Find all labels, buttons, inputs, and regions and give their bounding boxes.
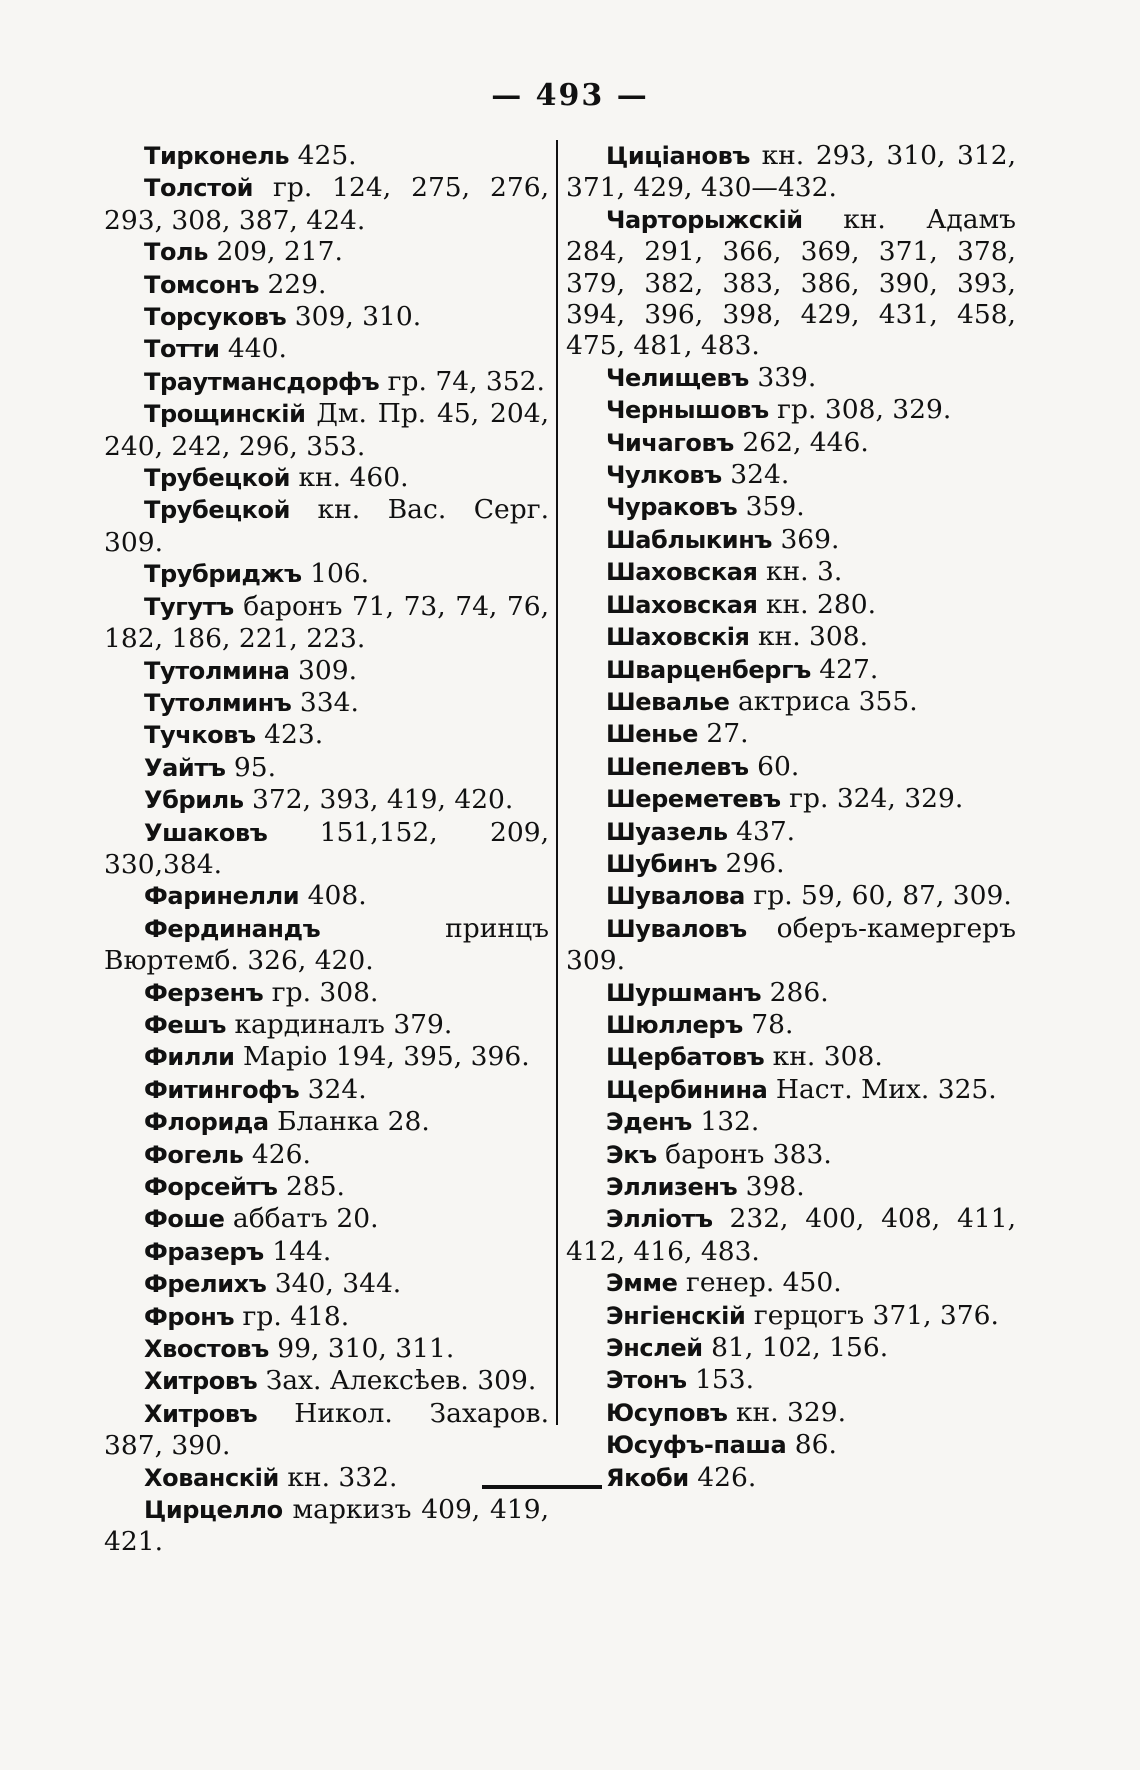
entry-name: Хованскій <box>144 1463 279 1492</box>
entry-references: 440. <box>219 333 287 365</box>
entry-name: Челищевъ <box>606 363 749 392</box>
entry-name: Эмме <box>606 1269 678 1298</box>
index-entry <box>104 1268 549 1300</box>
index-entry <box>104 719 549 751</box>
entry-name: Убриль <box>144 786 244 815</box>
entry-references: Маріо 194, 395, 396. <box>234 1041 530 1073</box>
index-entry <box>566 427 1016 459</box>
entry-references: кн. 460. <box>290 462 409 494</box>
index-entry <box>566 848 1016 880</box>
index-entry <box>566 621 1016 653</box>
entry-name: Тутолмина <box>144 656 290 685</box>
entry-name: Энслей <box>606 1334 703 1363</box>
entry-name: Трубецкой <box>144 496 291 525</box>
entry-name: Шепелевъ <box>606 752 749 781</box>
entry-name: Флорида <box>144 1108 269 1137</box>
entry-name: Филли <box>144 1043 235 1072</box>
entry-references: генер. 450. <box>677 1267 842 1299</box>
index-entry <box>104 913 549 977</box>
entry-name: Шенье <box>606 720 698 749</box>
entry-references: кн. Вас. Серг. 309. <box>104 494 549 558</box>
index-entry <box>104 655 549 687</box>
entry-name: Тотти <box>144 335 220 364</box>
index-entry <box>566 1203 1016 1267</box>
index-entry <box>566 1429 1016 1461</box>
entry-references: 232, 400, 408, 411, 412, 416, 483. <box>566 1203 1016 1267</box>
index-entry <box>104 1074 549 1106</box>
entry-references: 309, 310. <box>286 301 422 333</box>
entry-name: Трубриджъ <box>144 560 302 589</box>
entry-name: Хитровъ <box>144 1367 258 1396</box>
index-entry <box>104 140 549 172</box>
entry-references: 144. <box>263 1235 332 1267</box>
entry-references: актриса 355. <box>729 685 918 717</box>
entry-references: 153. <box>686 1364 755 1396</box>
entry-references: баронъ 383. <box>656 1138 832 1170</box>
entry-references: 334. <box>291 686 359 718</box>
entry-references: 229. <box>259 268 327 300</box>
index-entry <box>566 140 1016 204</box>
entry-references: герцогъ 371, 376. <box>745 1299 999 1331</box>
entry-references: 106. <box>301 558 370 590</box>
entry-name: Трубецкой <box>144 464 291 493</box>
entry-name: Чулковъ <box>606 461 722 490</box>
entry-name: Экъ <box>606 1140 657 1169</box>
entry-name: Тутолминъ <box>144 688 292 717</box>
index-entry <box>104 462 549 494</box>
entry-name: Юсуповъ <box>606 1398 728 1427</box>
entry-name: Фаринелли <box>144 882 300 911</box>
entry-references: гр. 308, 329. <box>768 394 952 426</box>
entry-references: 324. <box>721 459 790 491</box>
entry-name: Шаховскія <box>606 623 750 652</box>
entry-references: Бланка 28. <box>268 1106 430 1138</box>
entry-name: Торсуковъ <box>144 303 287 332</box>
entry-references: кн. 3. <box>757 556 843 588</box>
index-entry <box>566 1041 1016 1073</box>
index-entry <box>104 172 549 236</box>
index-entry <box>566 1106 1016 1138</box>
entry-references: 339. <box>748 361 817 393</box>
index-entry <box>566 816 1016 848</box>
entry-references: 372, 393, 419, 420. <box>243 784 514 816</box>
entry-name: Энгiенскій <box>606 1301 746 1330</box>
index-entry <box>104 301 549 333</box>
entry-references: кн. 329. <box>727 1396 847 1428</box>
entry-name: Шаблыкинъ <box>606 525 773 554</box>
entry-name: Чичаговъ <box>606 428 734 457</box>
entry-name: Чарторыжскій <box>606 205 803 234</box>
entry-references: гр. 59, 60, 87, 309. <box>744 880 1012 912</box>
entry-name: Цирцелло <box>144 1496 283 1525</box>
index-entry <box>104 1398 549 1462</box>
index-entry <box>104 1333 549 1365</box>
entry-name: Эденъ <box>606 1108 692 1137</box>
index-entry <box>104 398 549 462</box>
entry-name: Хитровъ <box>144 1399 258 1428</box>
index-entry <box>104 333 549 365</box>
entry-name: Эллизенъ <box>606 1173 738 1201</box>
index-entry <box>566 1139 1016 1171</box>
entry-name: Щербинина <box>606 1075 768 1104</box>
entry-name: Шубинъ <box>606 849 718 878</box>
entry-references: 423. <box>255 719 324 751</box>
entry-name: Щербатовъ <box>606 1043 765 1072</box>
entry-references: аббатъ 20. <box>224 1203 379 1235</box>
entry-references: 151,152, 209, 330,384. <box>104 816 549 880</box>
index-entry <box>566 977 1016 1009</box>
index-entry <box>566 1364 1016 1396</box>
entry-name: Шувалова <box>606 882 745 911</box>
entry-references: 309. <box>289 654 358 686</box>
entry-name: Фогель <box>144 1140 244 1169</box>
index-entry <box>566 524 1016 556</box>
index-entry <box>566 1009 1016 1041</box>
index-entry <box>566 1397 1016 1429</box>
entry-references: 426. <box>243 1138 311 1170</box>
entry-name: Шварценбергъ <box>606 655 811 684</box>
index-entry <box>104 977 549 1009</box>
entry-name: Фронъ <box>144 1302 235 1331</box>
entry-references: гр. 124, 275, 276, 293, 308, 387, 424. <box>104 172 549 236</box>
index-entry <box>104 1462 549 1494</box>
column-divider <box>556 140 558 1425</box>
entry-name: Ферзенъ <box>144 978 264 1007</box>
entry-references: 60. <box>748 750 800 782</box>
entry-name: Форсейтъ <box>144 1173 278 1201</box>
page-number: — 493 — <box>491 78 649 113</box>
entry-name: Тугутъ <box>144 592 234 621</box>
index-entry <box>104 558 549 590</box>
entry-references: кн. 332. <box>278 1461 398 1493</box>
entry-name: Тучковъ <box>144 721 256 750</box>
index-entry <box>104 1009 549 1041</box>
entry-references: 369. <box>772 523 840 555</box>
entry-references: 340, 344. <box>266 1268 402 1300</box>
index-entry <box>566 1462 1016 1494</box>
entry-name: Ушаковъ <box>144 818 268 847</box>
index-entry <box>104 1236 549 1268</box>
index-entry <box>566 718 1016 750</box>
entry-references: 132. <box>691 1106 760 1138</box>
entry-name: Фразеръ <box>144 1237 264 1266</box>
entry-references: 296. <box>717 847 785 879</box>
entry-references: кн. 280. <box>757 588 877 620</box>
bottom-rule <box>482 1485 602 1489</box>
entry-references: кн. 308. <box>749 621 869 653</box>
entry-references: гр. 418. <box>234 1300 350 1332</box>
index-entry <box>566 589 1016 621</box>
entry-references: кн. Адамъ 284, 291, 366, 369, 371, 378, 379, 382, 383, 386, 390, 393, 394, 396, 398, 429, 431, 458, 475, 481, 483. <box>566 203 1016 362</box>
entry-name: Траутмансдорфъ <box>144 367 380 396</box>
entry-name: Фердинандъ <box>144 914 321 943</box>
index-entry <box>566 686 1016 718</box>
index-entry <box>566 880 1016 912</box>
index-entry <box>566 1074 1016 1106</box>
index-entry <box>566 204 1016 362</box>
entry-name: Фитингофъ <box>144 1075 300 1104</box>
index-entry <box>104 269 549 301</box>
entry-name: Шереметевъ <box>606 785 781 814</box>
entry-name: Трощинскій <box>144 400 306 429</box>
index-entry <box>566 1171 1016 1203</box>
index-entry <box>566 1332 1016 1364</box>
index-entry <box>566 362 1016 394</box>
index-entry <box>104 236 549 268</box>
entry-references: 427. <box>810 653 879 685</box>
entry-references: баронъ 71, 73, 74, 76, 182, 186, 221, 223. <box>104 590 549 655</box>
entry-references: 99, 310, 311. <box>268 1333 455 1365</box>
index-entry <box>104 784 549 816</box>
index-entry <box>104 591 549 655</box>
entry-references: 426. <box>688 1461 757 1493</box>
entry-references: 86. <box>786 1429 837 1461</box>
entry-references: Наст. Мих. 325. <box>767 1073 997 1105</box>
index-entry <box>566 1300 1016 1332</box>
index-entry <box>104 880 549 912</box>
entry-name: Чернышовъ <box>606 396 769 425</box>
entry-references: кардиналъ 379. <box>226 1008 453 1040</box>
entry-name: Томсонъ <box>144 270 260 299</box>
entry-references: 359. <box>737 491 805 523</box>
entry-references: 437. <box>727 815 796 847</box>
index-entry <box>566 913 1016 977</box>
entry-references: 286. <box>761 976 829 1008</box>
entry-references: гр. 324, 329. <box>780 783 964 815</box>
entry-name: Шуазель <box>606 817 728 846</box>
entry-name: Юсуфъ-паша <box>606 1431 787 1460</box>
entry-name: Шевалье <box>606 687 730 716</box>
index-entry <box>566 783 1016 815</box>
entry-references: кн. 308. <box>764 1041 883 1073</box>
entry-references: 425. <box>289 140 357 171</box>
index-entry <box>104 1041 549 1073</box>
entry-references: Никол. Захаров. 387, 390. <box>104 1397 549 1462</box>
index-entry <box>566 491 1016 523</box>
entry-references: 324. <box>299 1073 367 1105</box>
index-entry <box>104 1203 549 1235</box>
entry-name: Шюллеръ <box>606 1010 743 1039</box>
index-entry <box>104 752 549 784</box>
entry-references: оберъ-камергеръ 309. <box>566 912 1016 977</box>
index-entry <box>566 459 1016 491</box>
index-entry <box>566 654 1016 686</box>
entry-name: Толь <box>144 238 209 267</box>
index-column-right <box>566 140 1016 1494</box>
entry-references: 408. <box>299 880 367 912</box>
entry-name: Фоше <box>144 1205 225 1234</box>
entry-references: кн. 293, 310, 312, 371, 429, 430—432. <box>566 140 1016 204</box>
entry-name: Шаховская <box>606 558 758 587</box>
entry-references: гр. 74, 352. <box>379 365 545 397</box>
index-entry <box>104 1365 549 1397</box>
index-entry <box>104 687 549 719</box>
index-entry <box>566 556 1016 588</box>
entry-name: Шуваловъ <box>606 914 747 943</box>
index-entry <box>104 1494 549 1558</box>
entry-references: 262, 446. <box>733 426 869 458</box>
entry-name: Цицiановъ <box>606 142 750 170</box>
index-entry <box>104 1301 549 1333</box>
entry-references: 78. <box>742 1008 794 1040</box>
entry-name: Якоби <box>606 1463 689 1492</box>
entry-references: Дм. Пр. 45, 204, 240, 242, 296, 353. <box>104 398 549 462</box>
entry-name: Шуршманъ <box>606 978 762 1007</box>
index-entry <box>104 817 549 881</box>
entry-references: гр. 308. <box>263 976 379 1008</box>
index-entry <box>104 1139 549 1171</box>
entry-name: Уайтъ <box>144 753 226 782</box>
entry-name: Чураковъ <box>606 493 738 522</box>
index-entry <box>566 1267 1016 1299</box>
entry-name: Шаховская <box>606 590 758 619</box>
entry-references: 209, 217. <box>208 236 343 268</box>
index-entry <box>104 1171 549 1203</box>
entry-references: 81, 102, 156. <box>702 1332 889 1364</box>
entry-references: 95. <box>225 751 277 783</box>
index-entry <box>104 1106 549 1138</box>
entry-name: Фешъ <box>144 1010 227 1039</box>
index-entry <box>566 394 1016 426</box>
entry-references: принцъ Вюртемб. 326, 420. <box>104 912 549 977</box>
entry-name: Толстой <box>144 174 254 203</box>
entry-name: Тирконель <box>144 142 290 170</box>
entry-references: 285. <box>277 1171 345 1202</box>
index-entry <box>566 751 1016 783</box>
entry-name: Этонъ <box>606 1366 687 1395</box>
entry-name: Фрелихъ <box>144 1270 267 1299</box>
index-column-left <box>104 140 549 1558</box>
index-entry <box>104 494 549 558</box>
entry-name: Эллiотъ <box>606 1205 713 1234</box>
entry-name: Хвостовъ <box>144 1335 269 1364</box>
index-entry <box>104 366 549 398</box>
entry-references: Зах. Алексѣев. 309. <box>257 1365 537 1397</box>
entry-references: маркизъ 409, 419, 421. <box>104 1494 549 1558</box>
entry-references: 27. <box>697 718 749 750</box>
entry-references: 398. <box>737 1171 805 1202</box>
